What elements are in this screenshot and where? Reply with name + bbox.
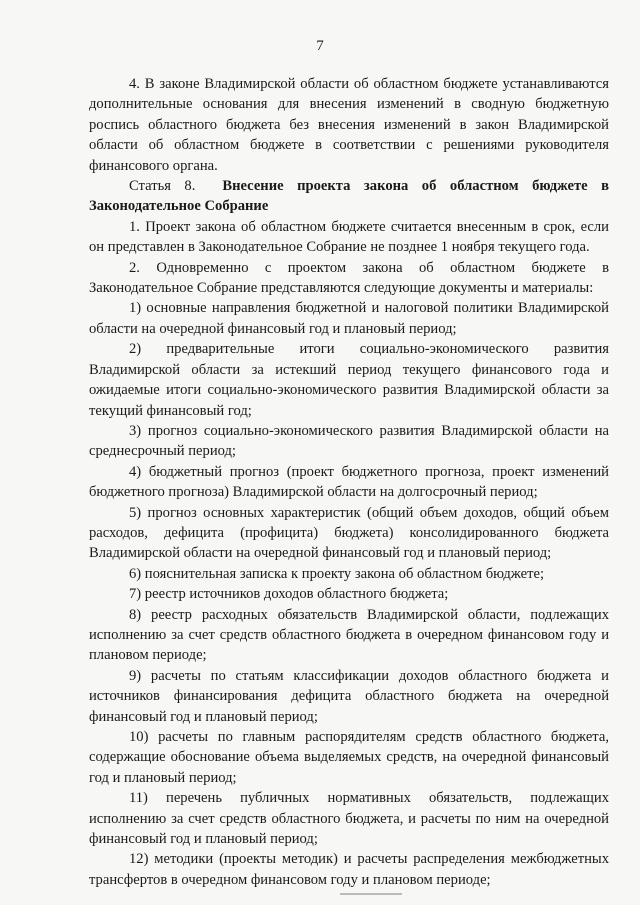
article-number: Статья 8. [129, 178, 196, 195]
list-item: 1) основные направления бюджетной и налоговой политики Владимирской области на очередной финансовый год и плановый период; [89, 300, 609, 337]
list-item: 8) реестр расходных обязательств Владимирской области, подлежащих исполнению за счет средств областного бюджета в очередном финансовом году и плановом периоде; [89, 606, 609, 664]
document-body [89, 74, 609, 890]
scan-artifact [340, 893, 402, 895]
list-item: 2) предварительные итоги социально-экономического развития Владимирской области за истекший период текущего финансового года и ожидаемые итоги социально-экономического развития Владимирской области за текущий финансовый год; [89, 341, 609, 419]
list-item: 3) прогноз социально-экономического развития Владимирской области на среднесрочный период; [89, 422, 609, 460]
list-item: 5) прогноз основных характеристик (общий объем доходов, общий объем расходов, дефицита (профицита) бюджета) консолидированного бюджета Владимирской области на очередной финансовый год и плановый период; [89, 504, 609, 562]
paragraph: 2. Одновременно с проектом закона об областном бюджете в Законодательное Собрание представляются следующие документы и материалы: [89, 259, 609, 297]
list-item: 7) реестр источников доходов областного бюджета; [129, 586, 449, 603]
list-item: 4) бюджетный прогноз (проект бюджетного прогноза, проект изменений бюджетного прогноза) Владимирской области на долгосрочный период; [89, 463, 609, 501]
list-item: 6) пояснительная записка к проекту закона об областном бюджете; [129, 565, 545, 582]
article-title: Внесение проекта закона об областном бюджете в Законодательное Собрание [89, 178, 609, 215]
paragraph: 1. Проект закона об областном бюджете считается внесенным в срок, если он представлен в Законодательное Собрание не позднее 1 ноября текущего года. [89, 218, 609, 256]
list-item: 12) методики (проекты методик) и расчеты распределения межбюджетных трансфертов в очередном финансовом году и плановом периоде; [89, 851, 609, 888]
page-number: 7 [316, 38, 324, 54]
article-heading [89, 176, 609, 217]
paragraph-item-4: 4. В законе Владимирской области об областном бюджете устанавливаются дополнительные основания для внесения изменений в сводную бюджетную роспись областного бюджета без внесения изменений в закон Владимирской области об областном бюджете в соответствии с решениями руководителя финансового органа. [89, 76, 609, 174]
list-item: 11) перечень публичных нормативных обязательств, подлежащих исполнению за счет средств областного бюджета, и расчеты по ним на очередной финансовый год и плановый период; [89, 790, 609, 848]
list-item: 10) расчеты по главным распорядителям средств областного бюджета, содержащие обоснование объема выделяемых средств, на очередной финансовый год и плановый период; [89, 729, 609, 786]
list-item: 9) расчеты по статьям классификации доходов областного бюджета и источников финансирования дефицита областного бюджета на очередной финансовый год и плановый период; [89, 667, 609, 725]
